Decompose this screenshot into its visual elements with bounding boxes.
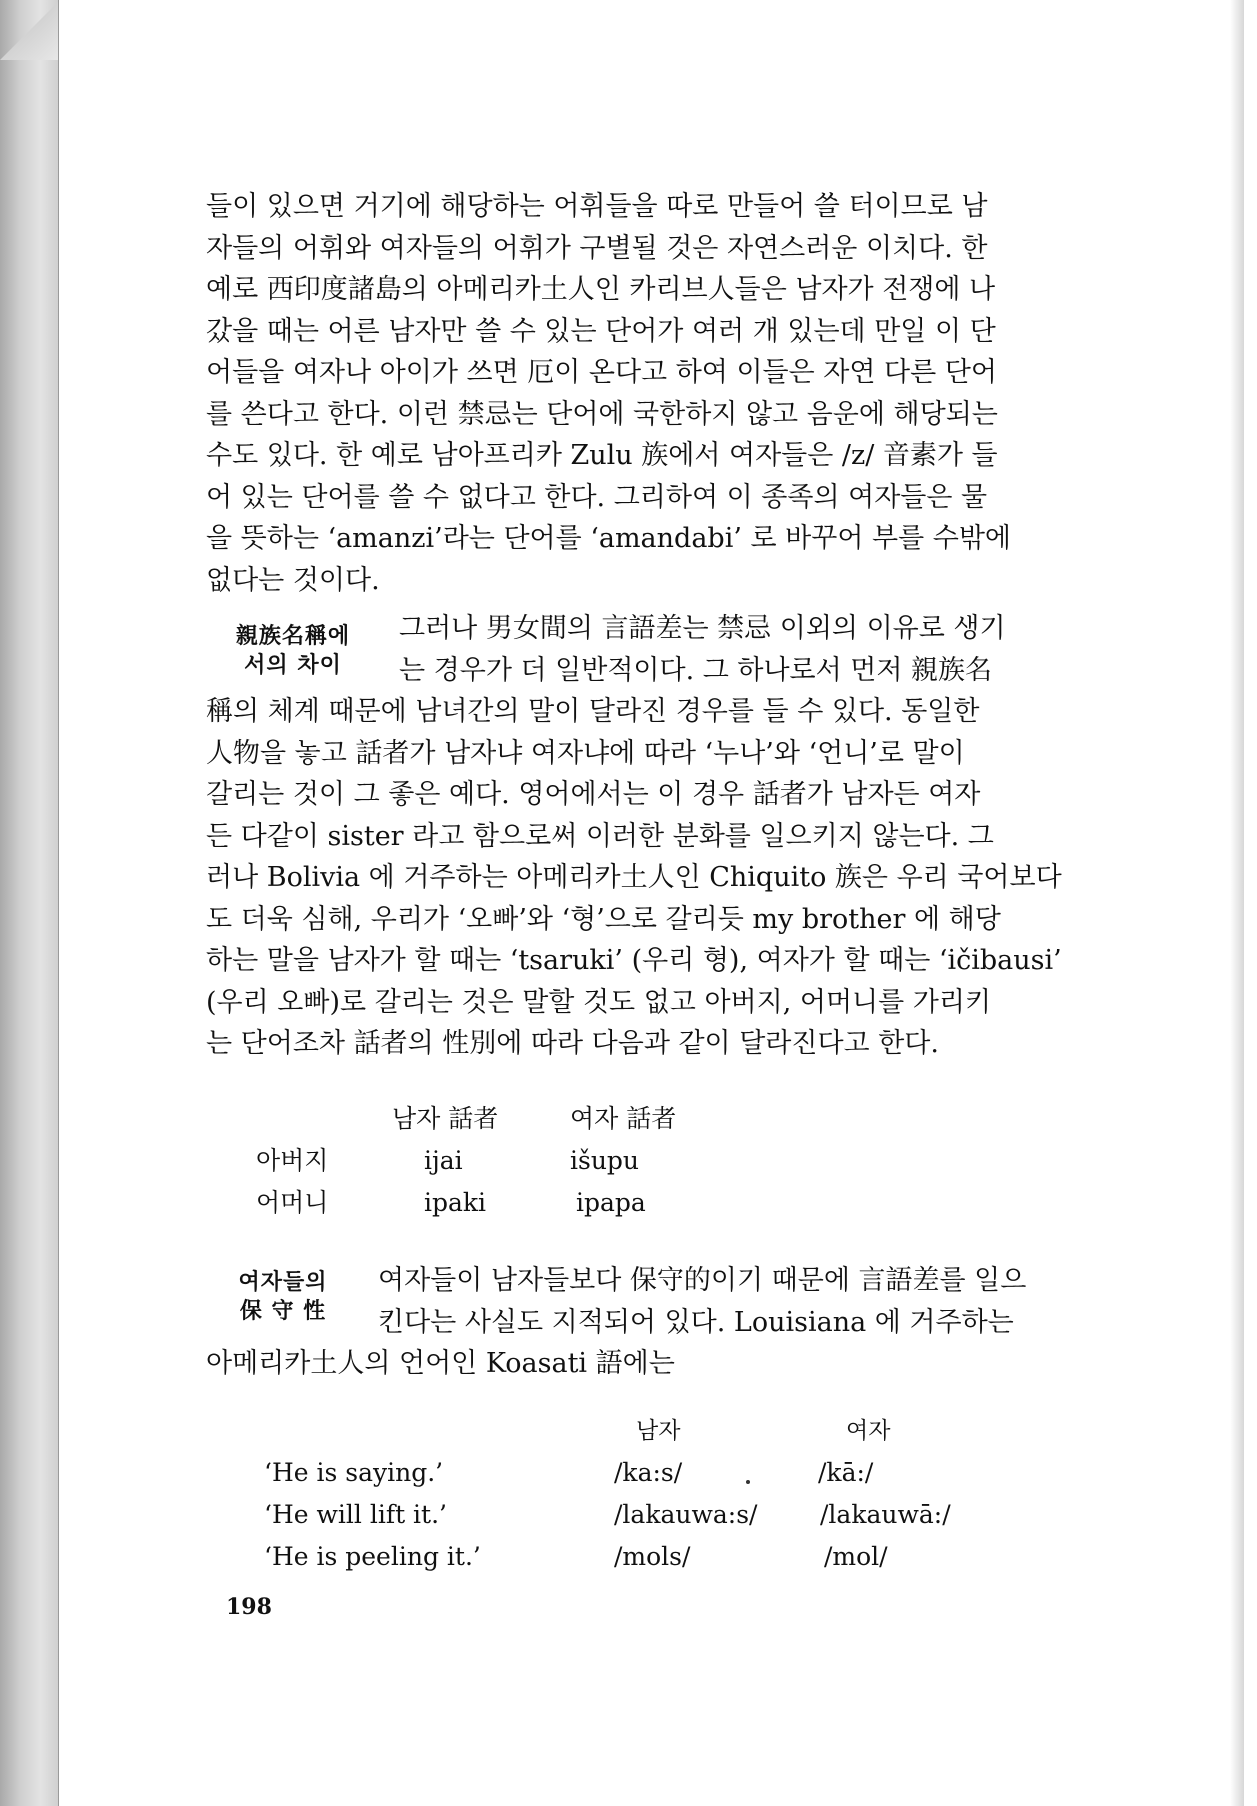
- text-line: 아메리카土人의 언어인 Koasati 語에는: [206, 1348, 675, 1379]
- text-line: 을 뜻하는 ‘amanzi’라는 단어를 ‘amandabi’ 로 바꾸어 부를 수밖에: [206, 523, 1011, 554]
- text-line: 든 다같이 sister 라고 함으로써 이러한 분화를 일으키지 않는다. 그: [206, 820, 994, 852]
- table-cell-male: ipaki: [424, 1188, 487, 1217]
- text-line: 人物을 놓고 話者가 남자냐 여자냐에 따라 ‘누나’와 ‘언니’로 말이: [206, 737, 965, 769]
- book-spine: [0, 0, 58, 1806]
- margin-heading-line: 親族名稱에: [235, 623, 351, 649]
- text-line: 킨다는 사실도 지적되어 있다. Louisiana 에 거주하는: [378, 1306, 1014, 1338]
- table-cell-gloss: ‘He is peeling it.’: [264, 1542, 481, 1571]
- table-cell-female: ipapa: [576, 1188, 646, 1217]
- table-cell-female: /kā:/: [818, 1458, 874, 1487]
- text-line: 갔을 때는 어른 남자만 쓸 수 있는 단어가 여러 개 있는데 만일 이 단: [206, 315, 996, 347]
- table-header-male: 남자: [636, 1418, 681, 1444]
- text-line: 예로 西印度諸島의 아메리카土人인 카리브人들은 남자가 전쟁에 나: [206, 274, 996, 305]
- text-line: 그러나 男女間의 言語差는 禁忌 이외의 이유로 생기: [399, 613, 1006, 644]
- table-header-female: 여자 話者: [570, 1104, 677, 1133]
- table-header-male: 남자 話者: [392, 1104, 499, 1133]
- table-cell-male: /ka:s/: [614, 1458, 683, 1487]
- print-speck: [746, 1480, 750, 1484]
- text-line: 여자들이 남자들보다 保守的이기 때문에 言語差를 일으: [378, 1265, 1027, 1296]
- table-cell-male: /mols/: [614, 1542, 691, 1571]
- text-line: 稱의 체계 때문에 남녀간의 말이 달라진 경우를 들 수 있다. 동일한: [206, 696, 980, 727]
- table-cell-female: /lakauwā:/: [820, 1500, 951, 1529]
- margin-heading-line: 保 守 性: [239, 1298, 327, 1324]
- text-line: 도 더욱 심해, 우리가 ‘오빠’와 ‘형’으로 갈리듯 my brother 에 해당: [206, 903, 1001, 935]
- text-line: 어 있는 단어를 쓸 수 없다고 한다. 그리하여 이 종족의 여자들은 물: [206, 481, 988, 513]
- text-line: 갈리는 것이 그 좋은 예다. 영어에서는 이 경우 話者가 남자든 여자: [206, 779, 981, 810]
- text-line: (우리 오빠)로 갈리는 것은 말할 것도 없고 아버지, 어머니를 가리키: [206, 986, 992, 1018]
- table-cell-term: 어머니: [256, 1188, 329, 1217]
- text-line: 자들의 어휘와 여자들의 어휘가 구별될 것은 자연스러운 이치다. 한: [206, 232, 988, 264]
- text-line: 하는 말을 남자가 할 때는 ‘tsaruki’ (우리 형), 여자가 할 때는 ‘ičibausi’: [206, 945, 1062, 976]
- text-line: 들이 있으면 거기에 해당하는 어휘들을 따로 만들어 쓸 터이므로 남: [206, 191, 988, 222]
- table-cell-female: išupu: [570, 1146, 640, 1175]
- paragraph-taboo: [206, 186, 1076, 601]
- text-line: 없다는 것이다.: [206, 564, 380, 596]
- page-edge-shadow: [1230, 0, 1244, 1806]
- table-cell-male: ijai: [424, 1146, 463, 1175]
- paragraph-conservatism: [206, 1260, 1076, 1385]
- paragraph-kinship: [206, 608, 1076, 1065]
- table-cell-gloss: ‘He is saying.’: [264, 1458, 444, 1487]
- table-cell-female: /mol/: [824, 1542, 888, 1571]
- table-cell-male: /lakauwa:s/: [614, 1500, 758, 1529]
- text-line: 를 쓴다고 한다. 이런 禁忌는 단어에 국한하지 않고 음운에 해당되는: [206, 398, 998, 430]
- table-cell-gloss: ‘He will lift it.’: [264, 1500, 447, 1529]
- table-cell-term: 아버지: [256, 1146, 329, 1175]
- text-line: 는 경우가 더 일반적이다. 그 하나로서 먼저 親族名: [399, 654, 993, 686]
- text-line: 는 단어조차 話者의 性別에 따라 다음과 같이 달라진다고 한다.: [206, 1028, 939, 1059]
- table-header-female: 여자: [846, 1418, 891, 1444]
- margin-heading-line: 서의 차이: [244, 652, 342, 678]
- page-number: 198: [226, 1594, 272, 1620]
- text-line: 러나 Bolivia 에 거주하는 아메리카土人인 Chiquito 族은 우리 국어보다: [206, 862, 1062, 893]
- text-line: 수도 있다. 한 예로 남아프리카 Zulu 族에서 여자들은 /z/ 音素가 들: [206, 440, 998, 471]
- margin-heading-line: 여자들의: [238, 1269, 328, 1295]
- text-line: 어들을 여자나 아이가 쓰면 厄이 온다고 하여 이들은 자연 다른 단어: [206, 357, 997, 388]
